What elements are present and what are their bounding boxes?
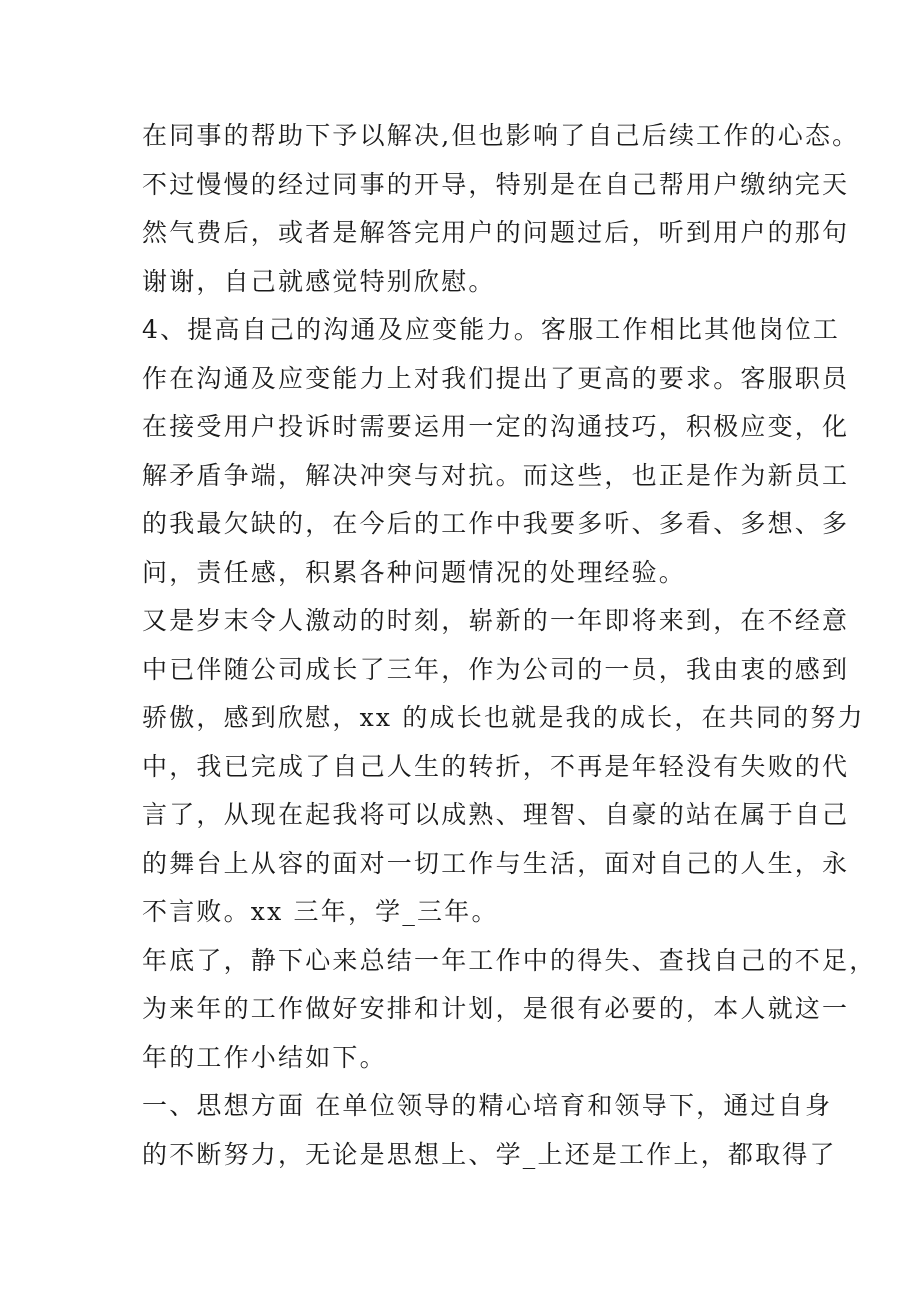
text-line: 然气费后，或者是解答完用户的问题过后，听到用户的那句 <box>142 218 850 247</box>
body-text <box>142 112 877 1179</box>
text-line: 一、思想方面 在单位领导的精心培育和领导下，通过自身 <box>142 1091 833 1120</box>
text-line: 言了，从现在起我将可以成熟、理智、自豪的站在属于自己 <box>142 800 850 829</box>
text-line: 问，责任感，积累各种问题情况的处理经验。 <box>142 557 687 587</box>
text-line: 骄傲，感到欣慰，xx 的成长也就是我的成长，在共同的努力 <box>142 703 865 732</box>
text-line: 又是岁末令人激动的时刻，崭新的一年即将来到，在不经意 <box>142 606 850 635</box>
text-line: 中，我已完成了自己人生的转折，不再是年轻没有失败的代 <box>142 751 850 781</box>
text-line: 在同事的帮助下予以解决,但也影响了自己后续工作的心态。 <box>142 121 860 150</box>
text-line: 的不断努力，无论是思想上、学_上还是工作上，都取得了 <box>142 1139 837 1169</box>
text-line: 作在沟通及应变能力上对我们提出了更高的要求。客服职员 <box>142 363 850 393</box>
text-line: 谢谢，自己就感觉特别欣慰。 <box>142 266 496 296</box>
text-line: 年底了，静下心来总结一年工作中的得失、查找自己的不足， <box>142 945 877 975</box>
text-line: 不过慢慢的经过同事的开导，特别是在自己帮用户缴纳完天 <box>142 169 850 199</box>
text-line: 的舞台上从容的面对一切工作与生活，面对自己的人生，永 <box>142 848 850 878</box>
text-line: 年的工作小结如下。 <box>142 1042 387 1072</box>
text-line: 不言败。xx 三年，学_三年。 <box>142 897 499 926</box>
text-line: 解矛盾争端，解决冲突与对抗。而这些，也正是作为新员工 <box>142 460 850 490</box>
text-line: 的我最欠缺的，在今后的工作中我要多听、多看、多想、多 <box>142 509 850 538</box>
text-line: 中已伴随公司成长了三年，作为公司的一员，我由衷的感到 <box>142 654 850 684</box>
text-line: 为来年的工作做好安排和计划，是很有必要的，本人就这一 <box>142 994 850 1023</box>
text-line: 在接受用户投诉时需要运用一定的沟通技巧，积极应变，化 <box>142 412 850 441</box>
text-line: 4、提高自己的沟通及应变能力。客服工作相比其他岗位工 <box>142 315 841 344</box>
